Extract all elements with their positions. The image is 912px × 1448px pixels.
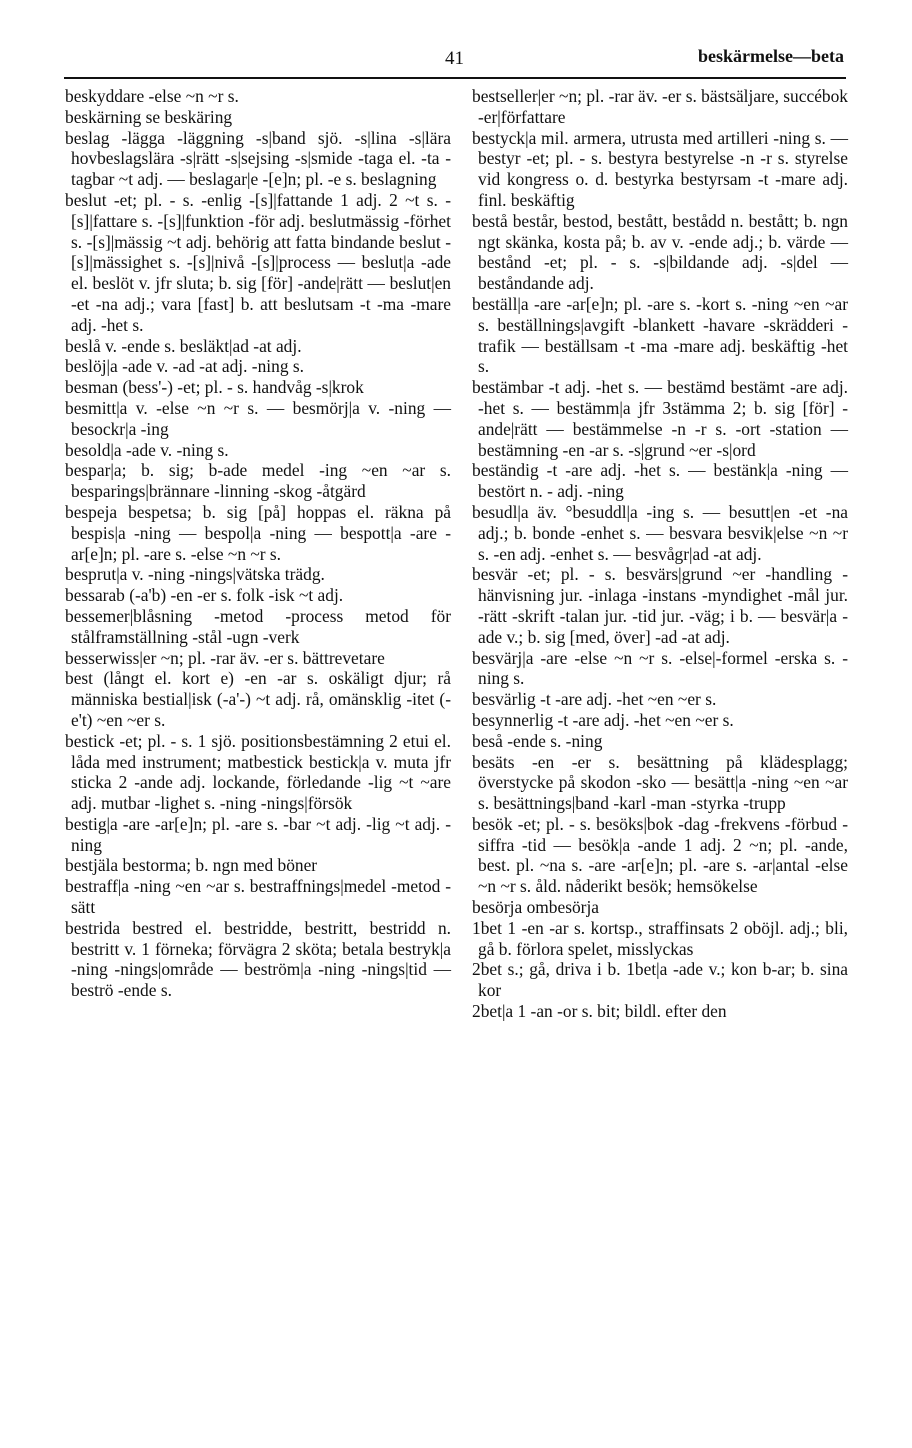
dictionary-entry: beslag -lägga -läggning -s|band sjö. -s|lina -s|lära hovbeslagslära -s|rätt -s|sejsing -s|smide -taga el. -ta -tagbar ~t adj. — beslagar|e -[e]n; pl. -e s. beslagning [65,127,451,190]
dictionary-entry: besudl|a äv. °besuddl|a -ing s. — besutt|en -et -na adj.; b. bonde -enhet s. — besvara besvik|else ~n ~r s. -en adj. -enhet s. — besvågr|ad -at adj. [472,501,848,564]
dictionary-entry: bestå består, bestod, bestått, bestådd n. bestått; b. ngn ngt skänka, kosta på; b. av v. -ende adj.; b. värde — bestånd -et; pl. - s. -s|bildande adj. -s|del — beståndande adj. [472,210,848,294]
dictionary-entry: beså -ende s. -ning [472,730,603,751]
left-column [65,86,451,1001]
dictionary-entry: besvär -et; pl. - s. besvärs|grund ~er -handling -hänvisning jur. -inlaga -instans -myndighet -mål jur. -rätt -skrift -talan jur. -tid jur. -väg; i b. — besvär|a -ade v.; b. sig [med, över] -ad -at adj. [472,564,848,647]
dictionary-entry: beständig -t -are adj. -het s. — bestänk|a -ning — bestört n. - adj. -ning [472,460,848,502]
dictionary-entry: besserwiss|er ~n; pl. -rar äv. -er s. bättrevetare [65,647,385,668]
dictionary-entry: bestämbar -t adj. -het s. — bestämd bestämt -are adj. -het s. — bestämm|a jfr 3stämma 2; b. sig [för] -ande|rätt — bestämmelse -n -r s. -ort -station — bestämning -en -ar s. -s|grund ~er -s|ord [472,377,848,460]
dictionary-entry: 2bet s.; gå, driva i b. 1bet|a -ade v.; kon b-ar; b. sina kor [472,959,848,1001]
dictionary-entry: bessemer|blåsning -metod -process metod för stålframställning -stål -ugn -verk [65,605,451,647]
dictionary-entry: besäts -en -er s. besättning på klädesplagg; överstycke på skodon -sko — besätt|a -ning ~en ~ar s. besättnings|band -karl -man -styrka -trupp [472,751,848,814]
right-column [472,86,848,1022]
dictionary-entry: besprut|a v. -ning -nings|vätska trädg. [65,564,325,585]
dictionary-entry: besvärlig -t -are adj. -het ~en ~er s. [472,689,717,710]
dictionary-entry: beslut -et; pl. - s. -enlig -[s]|fattande 1 adj. 2 ~t s. -[s]|fattare s. -[s]|funktion -för adj. beslutmässig -förhet s. -[s]|mässig ~t adj. behörig att fatta bindande beslut -[s]|mässighet s. -[s]|nivå -[s]|process — beslut|a -ade el. beslöt v. jfr sluta; b. sig [för] -ande|rätt — beslut|en -et -na adj.; vara [fast] b. att beslutsam -t -ma -mare adj. -het s. [65,189,451,335]
dictionary-entry: bestjäla bestorma; b. ngn med böner [65,855,318,876]
dictionary-entry: besvärj|a -are -else ~n ~r s. -else|-formel -erska s. -ning s. [472,647,848,689]
dictionary-entry: beslå v. -ende s. besläkt|ad -at adj. [65,335,302,356]
dictionary-entry: besmitt|a v. -else ~n ~r s. — besmörj|a v. -ning — besockr|a -ing [65,397,451,439]
dictionary-entry: besörja ombesörja [472,897,600,918]
dictionary-entry: bestig|a -are -ar[e]n; pl. -are s. -bar ~t adj. -lig ~t adj. -ning [65,813,451,855]
dictionary-entry: beslöj|a -ade v. -ad -at adj. -ning s. [65,356,304,377]
dictionary-entry: besynnerlig -t -are adj. -het ~en ~er s. [472,709,734,730]
dictionary-entry: bestrida bestred el. bestridde, bestritt, bestridd n. bestritt v. 1 förneka; förvägra 2 sköta; betala bestryk|a -ning -nings|område — beström|a -ning -nings|tid — beströ -ende s. [65,917,451,1001]
dictionary-entry: besman (bess'-) -et; pl. - s. handvåg -s|krok [65,377,364,398]
dictionary-entry: bestick -et; pl. - s. 1 sjö. positionsbestämning 2 etui el. låda med instrument; matbestick bestick|a v. muta jfr sticka 2 -ande adj. lockande, förledande -lig ~t ~are adj. mutbar -lighet s. -ning -nings|försök [65,730,451,814]
running-head: beskärmelse—beta [698,46,844,66]
dictionary-entry: beskyddare -else ~n ~r s. [65,86,239,106]
dictionary-entry: 1bet 1 -en -ar s. kortsp., straffinsats 2 oböjl. adj.; bli, gå b. förlora spelet, misslyckas [472,917,848,959]
dictionary-entry: bessarab (-a'b) -en -er s. folk -isk ~t adj. [65,585,344,606]
dictionary-entry: best (långt el. kort e) -en -ar s. oskäligt djur; rå människa bestial|isk (-a'-) ~t adj. rå, omänsklig -itet (-e't) ~en ~er s. [65,668,451,730]
dictionary-entry: bestraff|a -ning ~en ~ar s. bestraffnings|medel -metod -sätt [65,876,451,918]
dictionary-entry: beställ|a -are -ar[e]n; pl. -are s. -kort s. -ning ~en ~ar s. beställnings|avgift -blankett -havare -skrädderi -trafik — beställsam -t -ma -mare adj. beskäftig -het s. [472,293,848,377]
dictionary-entry: bespar|a; b. sig; b-ade medel -ing ~en ~ar s. besparings|brännare -linning -skog -åtgärd [65,460,451,502]
dictionary-entry: bestyck|a mil. armera, utrusta med artilleri -ning s. — bestyr -et; pl. - s. bestyra bestyrelse -n -r s. styrelse vid kongress o. d. bestyrka bestyrsam -t -mare adj. finl. beskäftig [472,127,848,210]
header-rule [64,77,846,79]
dictionary-entry: beskärning se beskäring [65,106,233,127]
dictionary-entry: besold|a -ade v. -ning s. [65,439,229,460]
dictionary-entry: bespeja bespetsa; b. sig [på] hoppas el. räkna på bespis|a -ning — bespol|a -ning — bespott|a -are -ar[e]n; pl. -are s. -else ~n ~r s. [65,501,451,564]
page-number: 41 [445,48,464,69]
dictionary-entry: bestseller|er ~n; pl. -rar äv. -er s. bästsäljare, succébok -er|författare [472,86,848,127]
dictionary-entry: 2bet|a 1 -an -or s. bit; bildl. efter den [472,1001,727,1022]
dictionary-entry: besök -et; pl. - s. besöks|bok -dag -frekvens -förbud -siffra -tid — besök|a -ande 1 adj. 2 ~n; pl. -ande, best. pl. ~na s. -are -ar[e]n; pl. -are s. -ar|antal -else ~n ~r s. åld. nåderikt besök; hemsökelse [472,813,848,897]
